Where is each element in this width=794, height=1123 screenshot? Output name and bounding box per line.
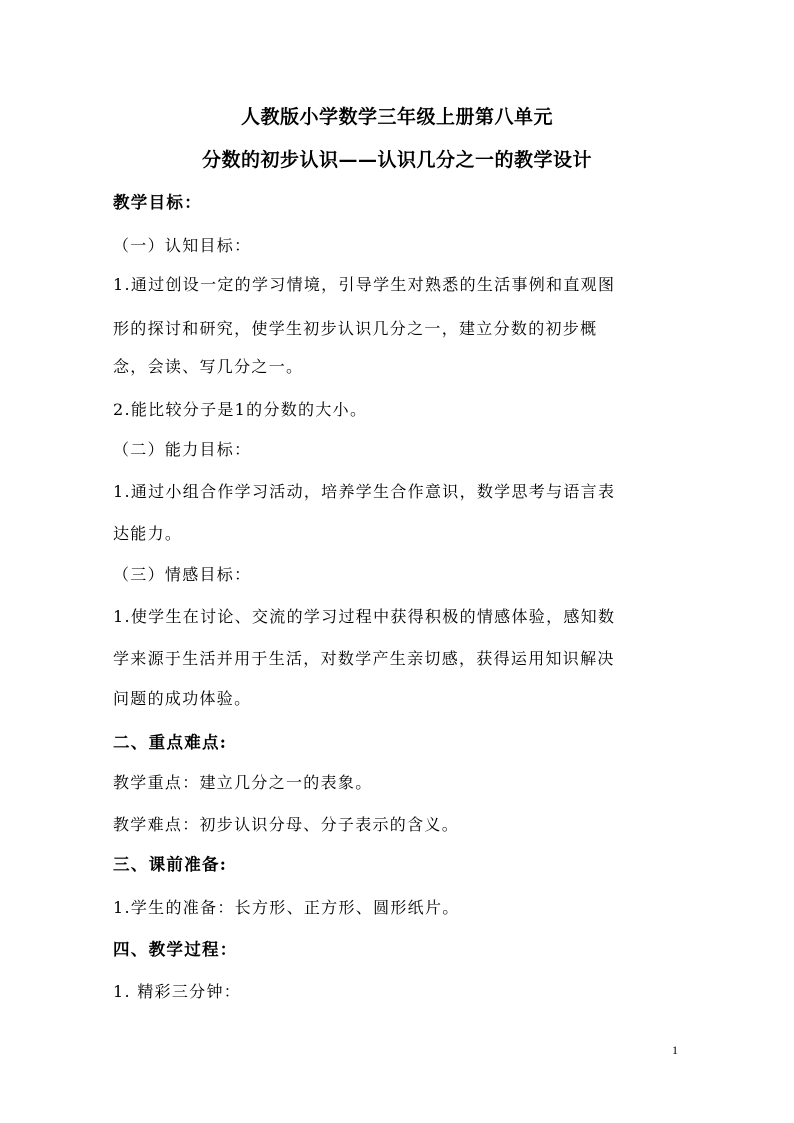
document-title-line-1: 人教版小学数学三年级上册第八单元 — [240, 106, 553, 128]
section-heading-preparation: 三、课前准备: — [113, 855, 228, 874]
paragraph-line: 2.能比较分子是1的分数的大小。 — [113, 400, 368, 419]
page-number: 1 — [672, 1043, 678, 1057]
paragraph-line: 达能力。 — [113, 524, 183, 543]
paragraph-line: 问题的成功体验。 — [113, 689, 252, 708]
paragraph-line: 1.通过创设一定的学习情境，引导学生对熟悉的生活事例和直观图 — [113, 275, 616, 294]
section-heading-key-points: 二、重点难点: — [113, 733, 228, 752]
subheading-ability-goals: （二）能力目标： — [113, 440, 252, 459]
document-title-line-2: 分数的初步认识——认识几分之一的教学设计 — [201, 149, 592, 171]
paragraph-line: 学来源于生活并用于生活，对数学产生亲切感，获得运用知识解决 — [113, 649, 615, 668]
subheading-emotional-goals: （三）情感目标： — [113, 565, 252, 584]
paragraph-line: 形的探讨和研究，使学生初步认识几分之一，建立分数的初步概 — [113, 319, 598, 338]
paragraph-line: 教学难点：初步认识分母、分子表示的含义。 — [113, 815, 460, 834]
section-heading-teaching-process: 四、教学过程： — [113, 940, 238, 959]
paragraph-line: 1.使学生在讨论、交流的学习过程中获得积极的情感体验，感知数 — [113, 607, 616, 626]
paragraph-line: 1. 精彩三分钟： — [113, 982, 242, 1001]
section-heading-teaching-goals: 教学目标： — [113, 193, 202, 212]
paragraph-line: 教学重点：建立几分之一的表象。 — [113, 773, 373, 792]
paragraph-line: 1.学生的准备：长方形、正方形、圆形纸片。 — [113, 898, 460, 917]
paragraph-line: 念，会读、写几分之一。 — [113, 357, 304, 376]
paragraph-line: 1.通过小组合作学习活动，培养学生合作意识，数学思考与语言表 — [113, 482, 616, 501]
subheading-cognitive-goals: （一）认知目标： — [113, 236, 252, 255]
